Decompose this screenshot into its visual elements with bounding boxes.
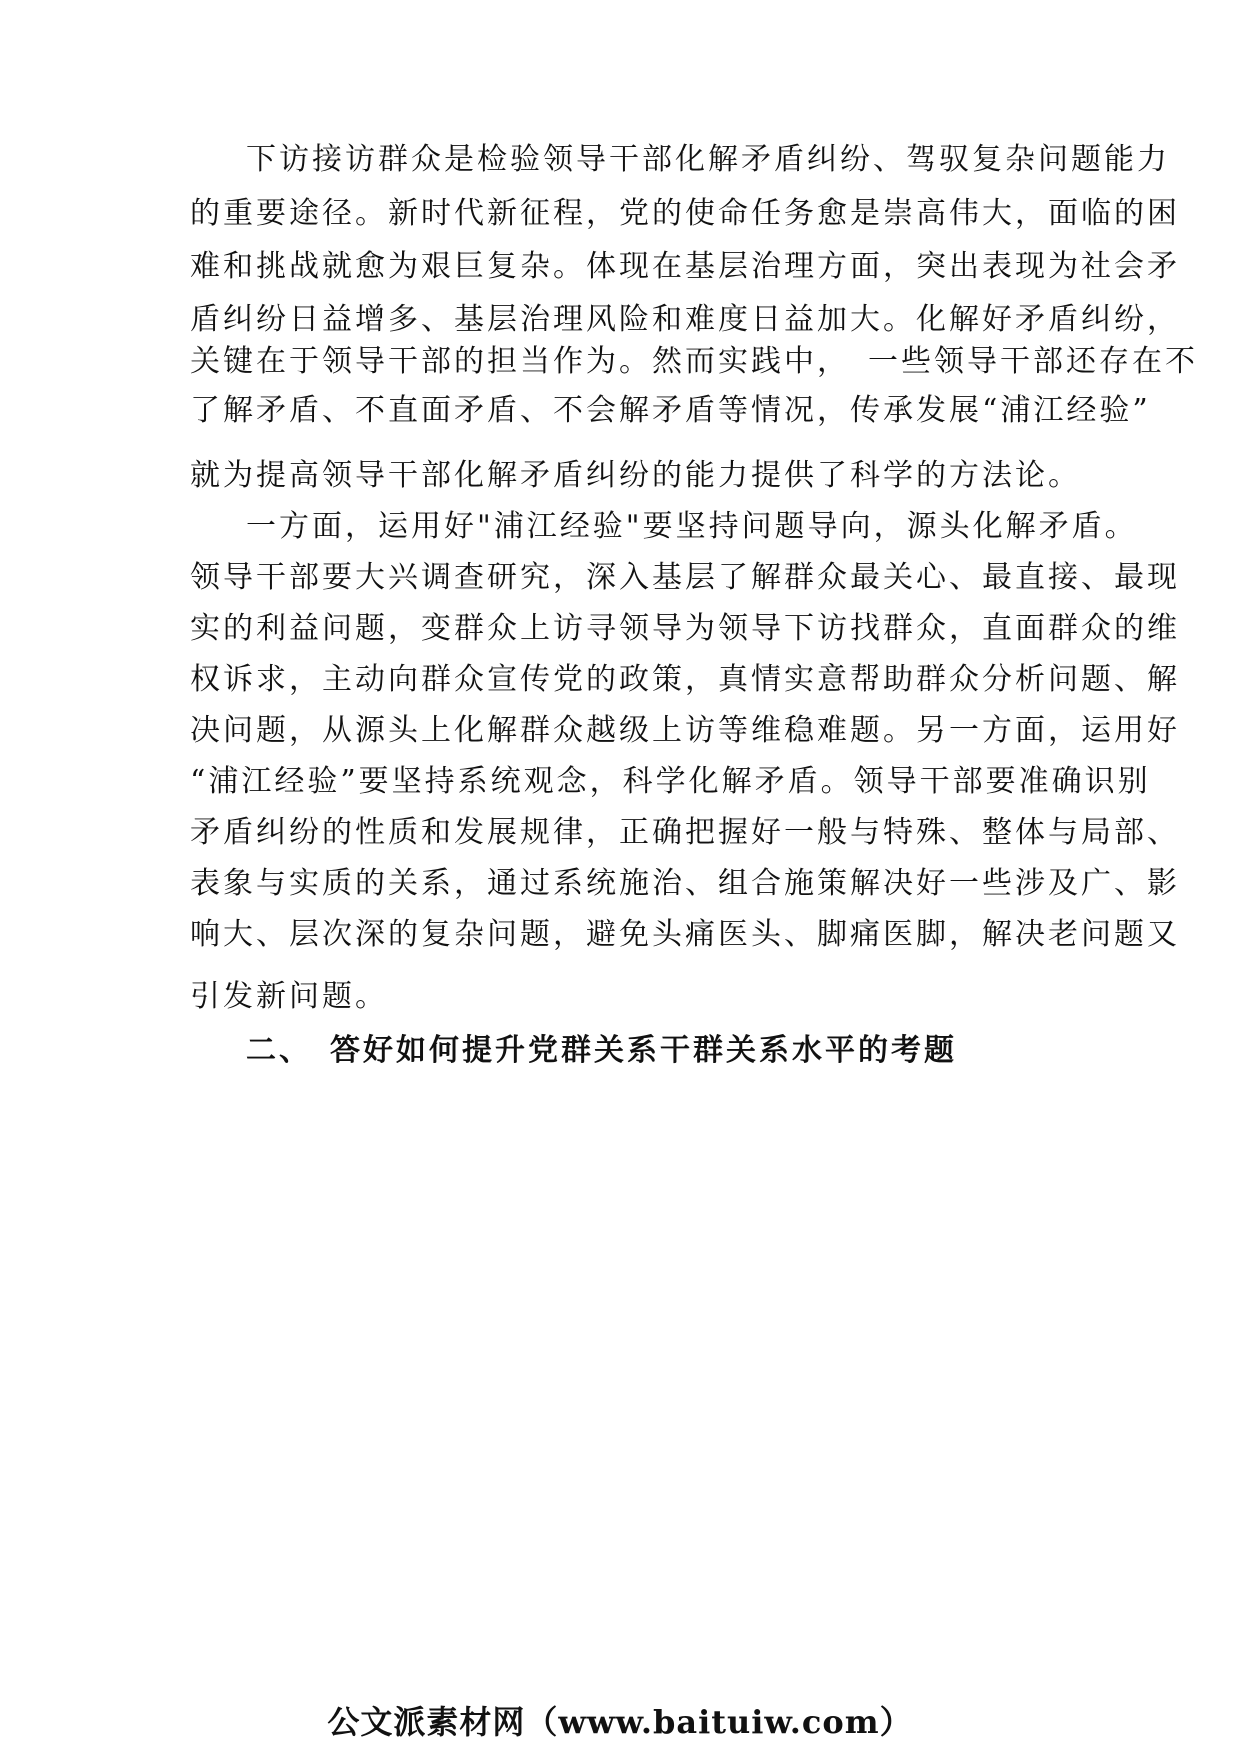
paragraph-2-line-7: 矛盾纠纷的性质和发展规律，正确把握好一般与特殊、整体与局部、 bbox=[190, 815, 1180, 850]
paragraph-1-line-7: 就为提高领导干部化解矛盾纠纷的能力提供了科学的方法论。 bbox=[190, 458, 1081, 493]
paragraph-2-line-4: 权诉求，主动向群众宣传党的政策，真情实意帮助群众分析问题、解 bbox=[190, 662, 1180, 697]
paragraph-1-line-1: 下访接访群众是检验领导干部化解矛盾纠纷、驾驭复杂问题能力 bbox=[246, 142, 1170, 177]
paragraph-1-line-4: 盾纠纷日益增多、基层治理风险和难度日益加大。化解好矛盾纠纷， bbox=[190, 302, 1180, 337]
paragraph-2-line-2: 领导干部要大兴调查研究，深入基层了解群众最关心、最直接、最现 bbox=[190, 560, 1180, 595]
section-heading: 二、 答好如何提升党群关系干群关系水平的考题 bbox=[246, 1033, 957, 1068]
paragraph-1-line-6: 了解矛盾、不直面矛盾、不会解矛盾等情况，传承发展“浦江经验” bbox=[190, 393, 1151, 428]
paragraph-1-line-3: 难和挑战就愈为艰巨复杂。体现在基层治理方面，突出表现为社会矛 bbox=[190, 249, 1180, 284]
paragraph-2-line-6: “浦江经验”要坚持系统观念，科学化解矛盾。领导干部要准确识别 bbox=[190, 764, 1151, 799]
paragraph-2-line-3: 实的利益问题，变群众上访寻领导为领导下访找群众，直面群众的维 bbox=[190, 611, 1180, 646]
paragraph-1-line-5: 关键在于领导干部的担当作为。然而实践中， 一些领导干部还存在不 bbox=[190, 344, 1198, 379]
footer-site-name: 公文派素材网（www.baituiw.com） bbox=[327, 1703, 913, 1741]
paragraph-2-line-1: 一方面，运用好"浦江经验"要坚持问题导向，源头化解矛盾。 bbox=[246, 509, 1138, 544]
paragraph-1-line-2: 的重要途径。新时代新征程，党的使命任务愈是崇高伟大，面临的困 bbox=[190, 196, 1180, 231]
paragraph-2-line-10: 引发新问题。 bbox=[190, 979, 388, 1014]
paragraph-2-line-9: 响大、层次深的复杂问题，避免头痛医头、脚痛医脚，解决老问题又 bbox=[190, 917, 1180, 952]
paragraph-2-line-8: 表象与实质的关系，通过系统施治、组合施策解决好一些涉及广、影 bbox=[190, 866, 1180, 901]
paragraph-2-line-5: 决问题，从源头上化解群众越级上访等维稳难题。另一方面，运用好 bbox=[190, 713, 1180, 748]
